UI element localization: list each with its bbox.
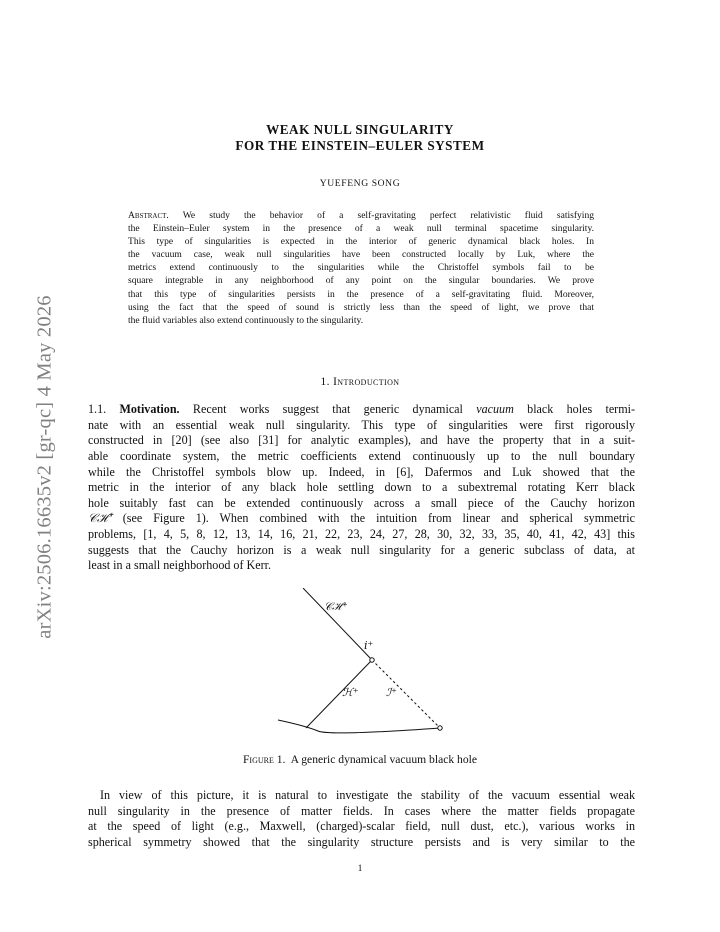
- initial-data-curve: [278, 720, 440, 733]
- arxiv-identifier: [22, 262, 68, 672]
- paragraph-line: metric in the interior of any black hole settling down to a subextremal rotating Kerr black: [88, 480, 635, 495]
- paragraph-line: constructed in [20] (see also [31] for analytic examples), and have the property that in a suit-: [88, 433, 635, 448]
- abstract-line: the Einstein–Euler system in the presence of a weak null terminal spacetime singularity.: [128, 223, 594, 235]
- cauchy-horizon-line: [303, 588, 372, 660]
- subsection-title: Motivation.: [119, 402, 180, 416]
- label-timelike-infinity: i⁺: [364, 639, 374, 652]
- subsection-number: 1.1.: [88, 402, 107, 416]
- label-null-infinity: ℐ⁺: [386, 686, 397, 699]
- emphasis-vacuum: vacuum: [476, 402, 514, 416]
- paragraph-line: nate with an essential weak null singularity. This type of singularities were first rigorously: [88, 417, 635, 432]
- paragraph-matter-fields: [88, 788, 635, 851]
- abstract-line: using the fact that the speed of sound is strictly less than the speed of light, we prove that: [128, 301, 594, 313]
- abstract-line: Abstract. We study the behavior of a self-gravitating perfect relativistic fluid satisfying: [128, 210, 594, 221]
- paragraph-line: 1.1. Motivation. Recent works suggest that generic dynamical vacuum black holes termi-: [88, 402, 636, 416]
- paragraph-line: 𝒞ℋ⁺ (see Figure 1). When combined with the intuition from linear and spherical symmetric: [88, 511, 635, 526]
- paragraph-line: problems, [1, 4, 5, 8, 12, 13, 14, 16, 21, 22, 23, 24, 27, 28, 30, 32, 33, 35, 40, 41, 42, 43] this: [88, 527, 635, 542]
- section-heading: 1. Introduction: [320, 376, 400, 388]
- abstract-label: Abstract.: [128, 210, 169, 221]
- event-horizon-line: [306, 660, 372, 728]
- paper-title-line-2: FOR THE EINSTEIN–EULER SYSTEM: [235, 138, 485, 153]
- cauchy-horizon-symbol: 𝒞ℋ⁺: [88, 511, 112, 526]
- page-number: 1: [357, 863, 363, 874]
- figure-1-diagram: [270, 588, 450, 738]
- figure-label: Figure 1.: [242, 753, 286, 766]
- paragraph-line: while the Christoffel symbols blow up. Indeed, in [6], Dafermos and Luk showed that the: [88, 464, 635, 479]
- arxiv-identifier-text: arXiv:2506.16635v2 [gr-qc] 4 May 2026: [33, 295, 56, 639]
- paragraph-line: spherical symmetry showed that the singularity structure persists and is very similar to the: [88, 834, 635, 849]
- abstract-line: the vacuum case, weak null singularities have been constructed locally by Luk, where the: [128, 249, 594, 261]
- paragraph-line: able coordinate system, the metric coefficients extend continuously up to the null boundary: [88, 448, 635, 463]
- spatial-infinity-point: [438, 726, 442, 730]
- timelike-infinity-point: [370, 658, 374, 662]
- abstract-line: that this type of singularities persists in the presence of a self-gravitating fluid. Moreover,: [128, 288, 594, 300]
- label-event-horizon: ℋ⁺: [342, 686, 359, 699]
- abstract: [128, 209, 594, 327]
- abstract-line: the fluid variables also extend continuously to the singularity.: [128, 314, 364, 326]
- null-infinity-line: [372, 660, 440, 728]
- paragraph-line: null singularity in the presence of matter fields. In cases where the matter fields propagate: [88, 803, 635, 818]
- paragraph-line: least in a small neighborhood of Kerr.: [88, 558, 272, 573]
- paragraph-line: suggests that the Cauchy horizon is a weak null singularity for a generic subclass of data, at: [88, 542, 635, 557]
- paragraph-line: at the speed of light (e.g., Maxwell, (charged)-scalar field, null dust, etc.), various works in: [88, 819, 635, 834]
- paragraph-line: In view of this picture, it is natural to investigate the stability of the vacuum essential weak: [100, 788, 635, 802]
- figure-caption: [0, 753, 720, 766]
- label-cauchy-horizon: 𝒞ℋ⁺: [324, 600, 348, 613]
- abstract-line: metrics extend continuously to the singularities while the Christoffel symbols fail to be: [128, 262, 594, 274]
- paper-title-line-1: WEAK NULL SINGULARITY: [266, 122, 454, 137]
- paragraph-line: hole suitably fast can be extended continuously across a small piece of the Cauchy horizon: [88, 495, 635, 510]
- author-name: YUEFENG SONG: [319, 178, 401, 189]
- abstract-line: square integrable in any neighborhood of any point on the singular boundaries. We prove: [128, 275, 594, 287]
- abstract-line: This type of singularities is expected in the interior of generic dynamical black holes. In: [128, 236, 594, 248]
- figure-caption-text: A generic dynamical vacuum black hole: [290, 753, 478, 766]
- paragraph-motivation: [88, 402, 635, 574]
